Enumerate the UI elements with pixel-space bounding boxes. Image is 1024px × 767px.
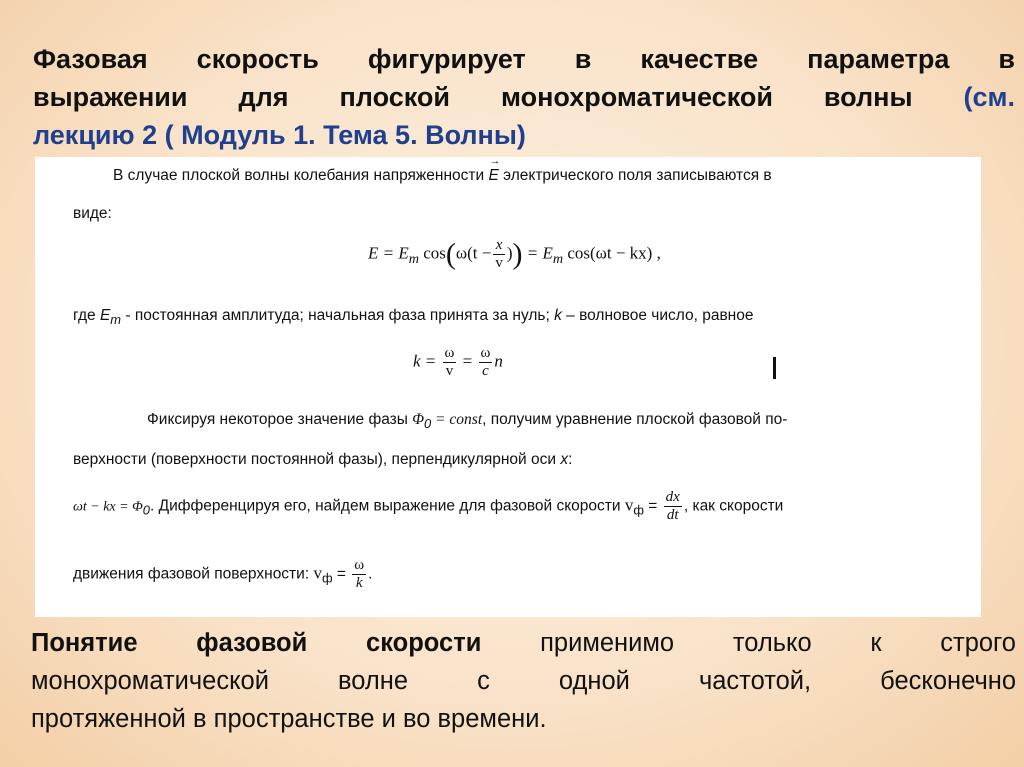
- p5-sub: 0: [142, 502, 150, 518]
- eq1-inner-start: ω(t −: [455, 243, 492, 263]
- textbook-excerpt: [35, 157, 981, 617]
- p3-phi-sub: 0: [424, 416, 432, 432]
- p2-mid: - постоянная амплитуда; начальная фаза принята за нуль;: [121, 307, 550, 324]
- p6-vsub: ф: [321, 570, 333, 586]
- p5-v: v: [624, 495, 634, 515]
- p5-assign: =: [643, 497, 662, 515]
- conclusion-line-2: монохроматической волне с одной частотой, бесконечно: [31, 667, 1016, 695]
- eq1-fraction: [493, 237, 505, 272]
- conclusion-paragraph: [31, 624, 1016, 738]
- p6-v: v: [313, 563, 322, 583]
- p4-text: верхности (поверхности постоянной фазы), перпендикулярной оси: [73, 451, 557, 468]
- conclusion-line-3: протяженной в пространстве и во времени.: [31, 705, 547, 733]
- eq1-frac-den: v: [495, 255, 503, 271]
- p1-end: электрического поля записываются в: [503, 167, 772, 184]
- eq2-den2: c: [482, 363, 489, 379]
- p2-end: – волновое число, равное: [561, 307, 754, 324]
- p4-x: x: [560, 451, 569, 468]
- eq2-k: k =: [413, 351, 437, 371]
- p6-num: ω: [354, 557, 365, 573]
- eq2-eq: =: [458, 351, 477, 371]
- conclusion-term: Понятие фазовой скорости: [31, 629, 482, 657]
- p5-text: . Дифференцируя его, найдем выражение для фазовой скорости: [149, 497, 621, 515]
- p5-num: dx: [665, 489, 680, 505]
- eq1-mid: = E: [522, 243, 553, 263]
- p2-start: где: [73, 307, 96, 324]
- p1-continuation: виде:: [73, 205, 112, 222]
- p5-fraction: [664, 489, 682, 524]
- p5-end: , как скорости: [683, 497, 784, 515]
- heading-reference: лекцию 2 ( Модуль 1. Тема 5. Волны): [33, 120, 526, 150]
- p5-den: dt: [666, 507, 679, 523]
- p3-end: , получим уравнение плоской фазовой по-: [482, 411, 788, 428]
- p6-text: движения фазовой поверхности:: [73, 565, 310, 583]
- p3-phi: Φ: [412, 411, 425, 428]
- p6-dot: .: [368, 565, 373, 583]
- eq1-right: cos(ωt − kx) ,: [563, 243, 661, 263]
- conclusion-line-1: [31, 624, 1016, 662]
- p6-assign: =: [332, 565, 351, 583]
- p2-sub: m: [110, 312, 122, 328]
- eq1-frac-num: x: [493, 237, 505, 255]
- eq2-fraction-2: [479, 345, 493, 380]
- eq2-num2: ω: [480, 345, 491, 361]
- p4-colon: :: [568, 451, 573, 468]
- slide-heading: [33, 40, 1015, 154]
- eq2-fraction-1: [443, 345, 457, 380]
- heading-reference-start: (см.: [963, 82, 1015, 112]
- heading-line-2-text: выражении для плоской монохроматической волны: [33, 82, 964, 112]
- excerpt-paragraph-3: [147, 411, 787, 431]
- p5-eq: ωt − kx = Φ: [73, 499, 143, 515]
- conclusion-line-1-rest: применимо только к строго: [481, 629, 1016, 657]
- eq1-sub: m: [408, 250, 419, 267]
- eq2-num1: ω: [444, 345, 455, 361]
- p6-fraction: [352, 557, 366, 592]
- eq1-close-paren: ): [512, 237, 523, 271]
- p3-const: = const: [431, 411, 483, 428]
- p6-den: k: [355, 575, 363, 591]
- excerpt-paragraph-4: [73, 451, 572, 469]
- equation-wavenumber: [413, 345, 503, 380]
- eq1-cos: cos: [418, 243, 446, 263]
- equation-wave: [368, 237, 661, 272]
- eq1-left: E = E: [368, 243, 409, 263]
- eq1-inner-end: ): [506, 243, 513, 263]
- excerpt-paragraph-1: [113, 167, 772, 185]
- vector-e: → E: [488, 167, 498, 185]
- excerpt-paragraph-5: [73, 489, 783, 524]
- text-cursor: [773, 357, 776, 379]
- p3-start: Фиксируя некоторое значение фазы: [147, 411, 408, 428]
- eq2-n: n: [494, 351, 503, 371]
- p5-vsub: ф: [633, 502, 644, 518]
- p2-em: E: [99, 307, 111, 324]
- eq1-open-paren: (: [445, 237, 456, 271]
- eq1-sub-2: m: [552, 250, 564, 267]
- heading-line-2: [33, 78, 1015, 116]
- eq2-den1: v: [445, 363, 454, 379]
- p2-k: k: [554, 307, 562, 324]
- heading-line-1: Фазовая скорость фигурирует в качестве параметра в: [33, 44, 1015, 74]
- excerpt-paragraph-6: [73, 557, 372, 592]
- p1-start: В случае плоской волны колебания напряженности: [113, 167, 485, 184]
- excerpt-paragraph-2: [73, 307, 753, 327]
